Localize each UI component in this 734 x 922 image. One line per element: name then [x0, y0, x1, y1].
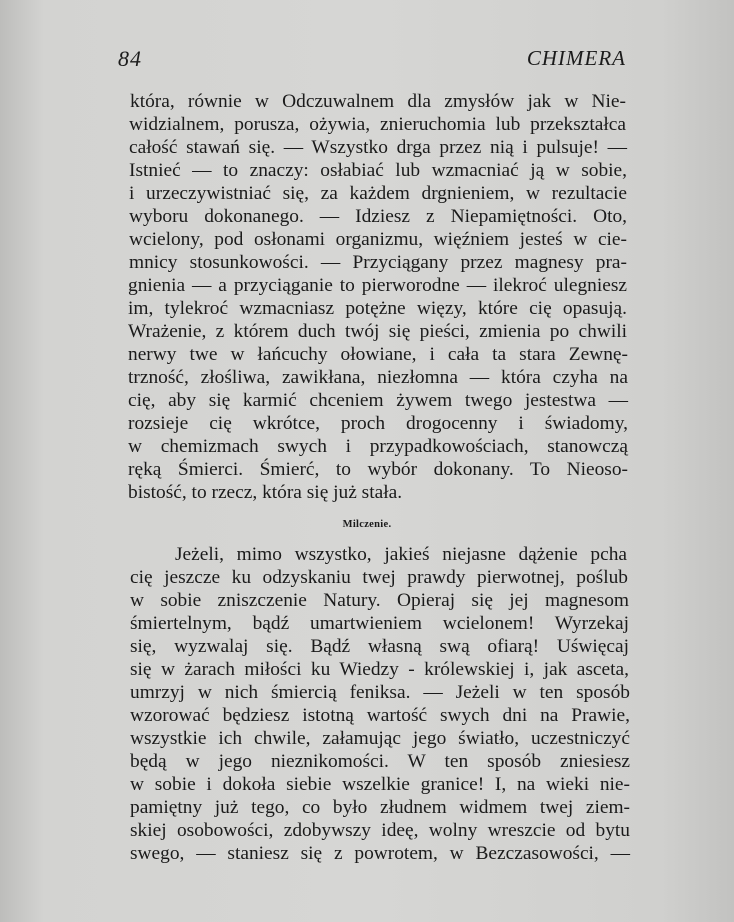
text-line: będą w jego nieznikomości. W ten sposób zniesiesz: [130, 751, 630, 772]
text-line: trzność, złośliwa, zawikłana, niezłomna — która czyha na: [128, 367, 628, 388]
text-line: gnienia — a przyciąganie to pierworodne — ilekroć ulegniesz: [128, 275, 627, 296]
text-line: Wrażenie, z którem duch twój się pieści, zmienia po chwili: [128, 321, 627, 342]
text-line: w sobie zniszczenie Natury. Opieraj się jej magnesom: [130, 590, 629, 611]
page-header: [118, 46, 626, 72]
text-line: wzorować będziesz istotną wartość swych dni na Prawie,: [130, 705, 630, 726]
text-line: i urzeczywistniać się, za każdem drgnieniem, w rezultacie: [129, 183, 627, 204]
text-line: w chemizmach swych i przypadkowościach, stanowczą: [128, 436, 628, 457]
text-line: wyboru dokonanego. — Idziesz z Niepamiętności. Oto,: [129, 206, 627, 227]
text-line: nerwy twe w łańcuchy ołowiane, i cała ta stara Zewnę-: [128, 344, 628, 365]
text-line: w sobie i dokoła siebie wszelkie granice! I, na wieki nie-: [130, 774, 630, 795]
text-line: widzialnem, porusza, ożywia, znieruchomia lub przekształca: [129, 114, 626, 135]
text-line: cię jeszcze ku odzyskaniu twej prawdy pierwotnej, poślub: [130, 567, 628, 588]
text-line: Istnieć — to znaczy: osłabiać lub wzmacniać ją w sobie,: [129, 160, 627, 181]
running-head: CHIMERA: [526, 46, 626, 70]
text-line: wszystkie ich chwile, załamując jego światło, uczestniczyć: [130, 728, 630, 749]
text-line: mnicy stosunkowości. — Przyciągany przez magnesy pra-: [129, 252, 627, 273]
text-line: umrzyj w nich śmiercią feniksa. — Jeżeli w ten sposób: [130, 682, 630, 703]
text-line: im, tylekroć wzmacniasz potężne więzy, które cię opasują.: [128, 298, 627, 319]
text-line: śmiertelnym, bądź umartwieniem wcielonem! Wyrzekaj: [130, 613, 629, 634]
text-line: bistość, to rzecz, która się już stała.: [128, 482, 403, 503]
section-title: Milczenie.: [342, 519, 392, 530]
text-line: skiej osobowości, zdobywszy ideę, wolny wreszcie od bytu: [130, 820, 630, 841]
text-line: która, równie w Odczuwalnem dla zmysłów jak w Nie-: [130, 91, 626, 112]
text-line: pamiętny już tego, co było złudnem widmem twej ziem-: [130, 797, 630, 818]
text-line: się w żarach miłości ku Wiedzy - królewskiej i, jak asceta,: [130, 659, 629, 680]
text-line: swego, — staniesz się z powrotem, w Bezczasowości, —: [130, 843, 630, 864]
text-line: wcielony, pod osłonami organizmu, więźniem jesteś w cie-: [129, 229, 627, 250]
text-line: się, wyzwalaj się. Bądź własną swą ofiarą! Uświęcaj: [130, 636, 629, 657]
text-line: Jeżeli, mimo wszystko, jakieś niejasne dążenie pcha: [175, 544, 627, 565]
text-line: rozsieje cię wkrótce, proch drogocenny i świadomy,: [128, 413, 628, 434]
text-line: całość stawań się. — Wszystko drga przez nią i pulsuje! —: [129, 137, 627, 158]
page-number: 84: [118, 46, 142, 71]
text-line: ręką Śmierci. Śmierć, to wybór dokonany. To Nieoso-: [128, 459, 628, 480]
text-line: cię, aby się karmić chceniem żywem twego jestestwa —: [128, 390, 628, 411]
